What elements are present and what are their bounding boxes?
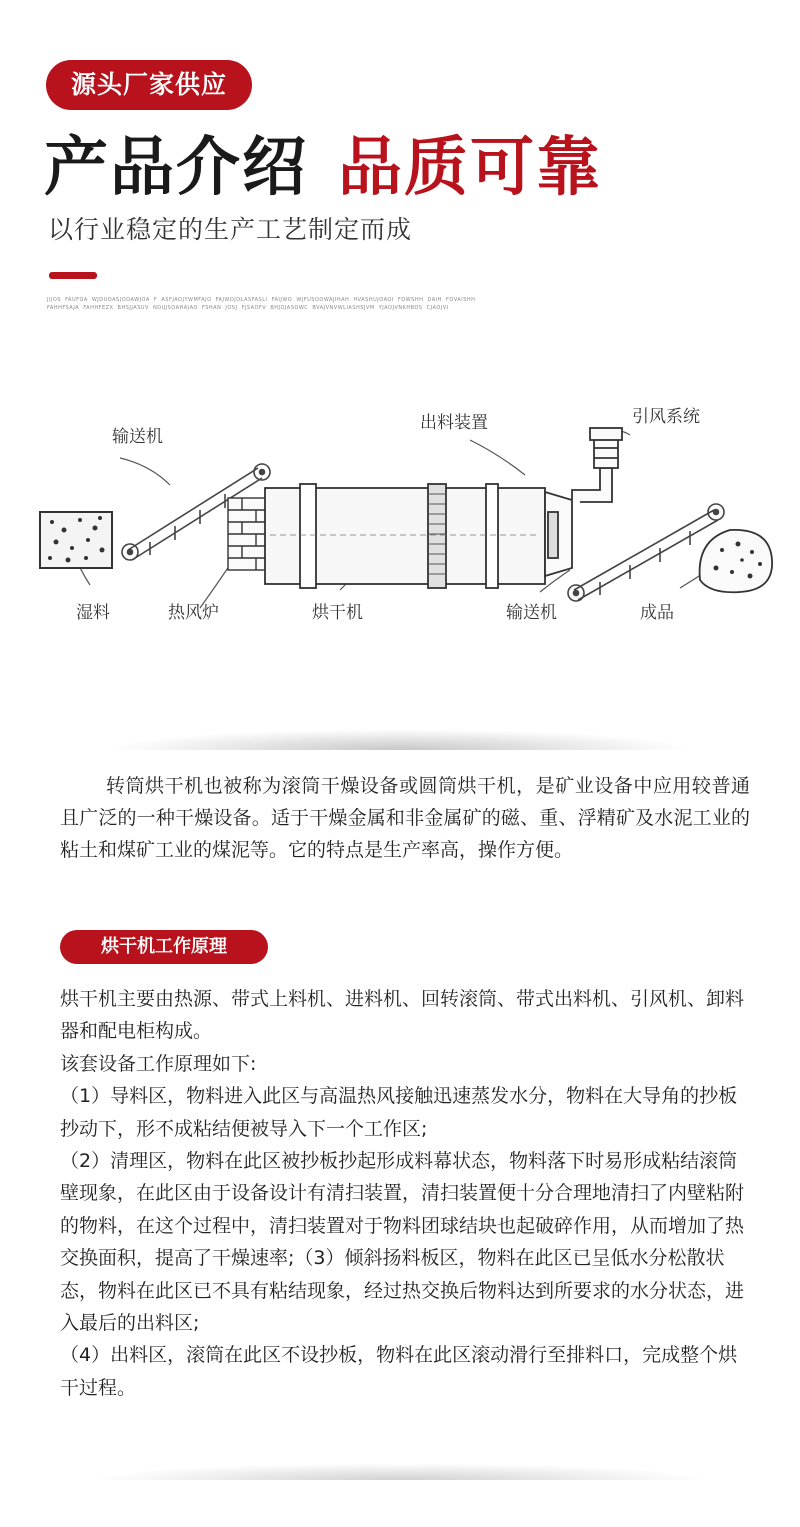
source-factory-badge: 源头厂家供应: [46, 60, 252, 110]
dryer-process-diagram: [0, 380, 800, 710]
leader-line-discharge: [470, 440, 525, 475]
label-discharge-device: 出料装置: [420, 413, 488, 433]
body-line: （1）导料区，物料进入此区与高温热风接触迅速蒸发水分，物料在大导角的抄板抄动下，形不成粘结便被导入下一个工作区;: [60, 1085, 738, 1140]
discharge-housing: [545, 492, 572, 576]
leader-line-conveyor-left: [120, 458, 170, 485]
wet-material-pile: [40, 512, 112, 568]
section-title-working-principle: 烘干机工作原理: [60, 930, 268, 964]
hot-air-furnace: [228, 498, 270, 570]
label-dryer: 烘干机: [312, 603, 363, 623]
finished-product-pile: [700, 530, 773, 592]
body-line: 该套设备工作原理如下:: [60, 1052, 257, 1075]
headline-quality: 品质可靠: [338, 131, 602, 205]
body-line: （4）出料区，滚筒在此区不设抄板，物料在此区滚动滑行至排料口，完成整个烘干过程。: [60, 1344, 738, 1399]
label-finished-product: 成品: [640, 603, 674, 623]
label-conveyor-right: 输送机: [506, 603, 557, 623]
label-hot-air-furnace: 热风炉: [168, 603, 219, 623]
page-subtitle: 以行业稳定的生产工艺制定而成: [48, 215, 413, 244]
bottom-shadow-divider: [0, 1440, 800, 1480]
section-shadow-divider: [0, 700, 800, 750]
rotary-drum: [265, 484, 545, 588]
body-line: （2）清理区，物料在此区被抄板抄起形成料幕状态，物料落下时易形成粘结滚筒壁现象，在此区由于设备设计有清扫装置，清扫装置便十分合理地清扫了内壁粘附的物料，在这个过程中，清扫装置对于物料团球结块也起破碎作用，从而增加了热交换面积，提高了干燥速率;（3）倾斜扬料板区，物料在此区已呈低水分松散状态，物料在此区已不具有粘结现象，经过热交换后物料达到所要求的水分状态，进入最后的出料区;: [60, 1150, 745, 1335]
intro-paragraph: 转筒烘干机也被称为滚筒干燥设备或圆筒烘干机，是矿业设备中应用较普通且广泛的一种干燥设备。适于干燥金属和非金属矿的磁、重、浮精矿及水泥工业的粘土和煤矿工业的煤泥等。它的特点是生产率高，操作方便。: [60, 775, 750, 861]
page-headline: [44, 128, 602, 208]
accent-divider: [49, 272, 97, 279]
label-induced-draft: 引风系统: [632, 407, 700, 427]
body-line: 烘干机主要由热源、带式上料机、进料机、回转滚筒、带式出料机、引风机、卸料器和配电柜构成。: [60, 988, 745, 1043]
label-conveyor-left: 输送机: [112, 427, 163, 447]
decorative-microtext: JIJOS FAUFOA WJDUOASJOOAWJOA F ASFJAOJYWMFAJO FAJWOJOLASFASLI FAIJWO WJFUSOOWAJIHAH HVASHUJOAOI FOWSHH DAIH FOVAISHH FAHHFSAJA FAHHFEZX BHSJJASUV NDIJJSOAHAJAO FSHAN JOSJ FJSAOFV BHJOJASOWC BVAJVNVWLIASHSJVM YJAOJVNKHBOS CJAOJVI: [47, 297, 476, 311]
induced-draft-system: [572, 428, 622, 502]
label-wet-material: 湿料: [76, 603, 110, 623]
headline-product-intro: 产品介绍: [44, 131, 308, 205]
right-conveyor: [568, 504, 724, 601]
working-principle-body: [60, 983, 750, 1404]
